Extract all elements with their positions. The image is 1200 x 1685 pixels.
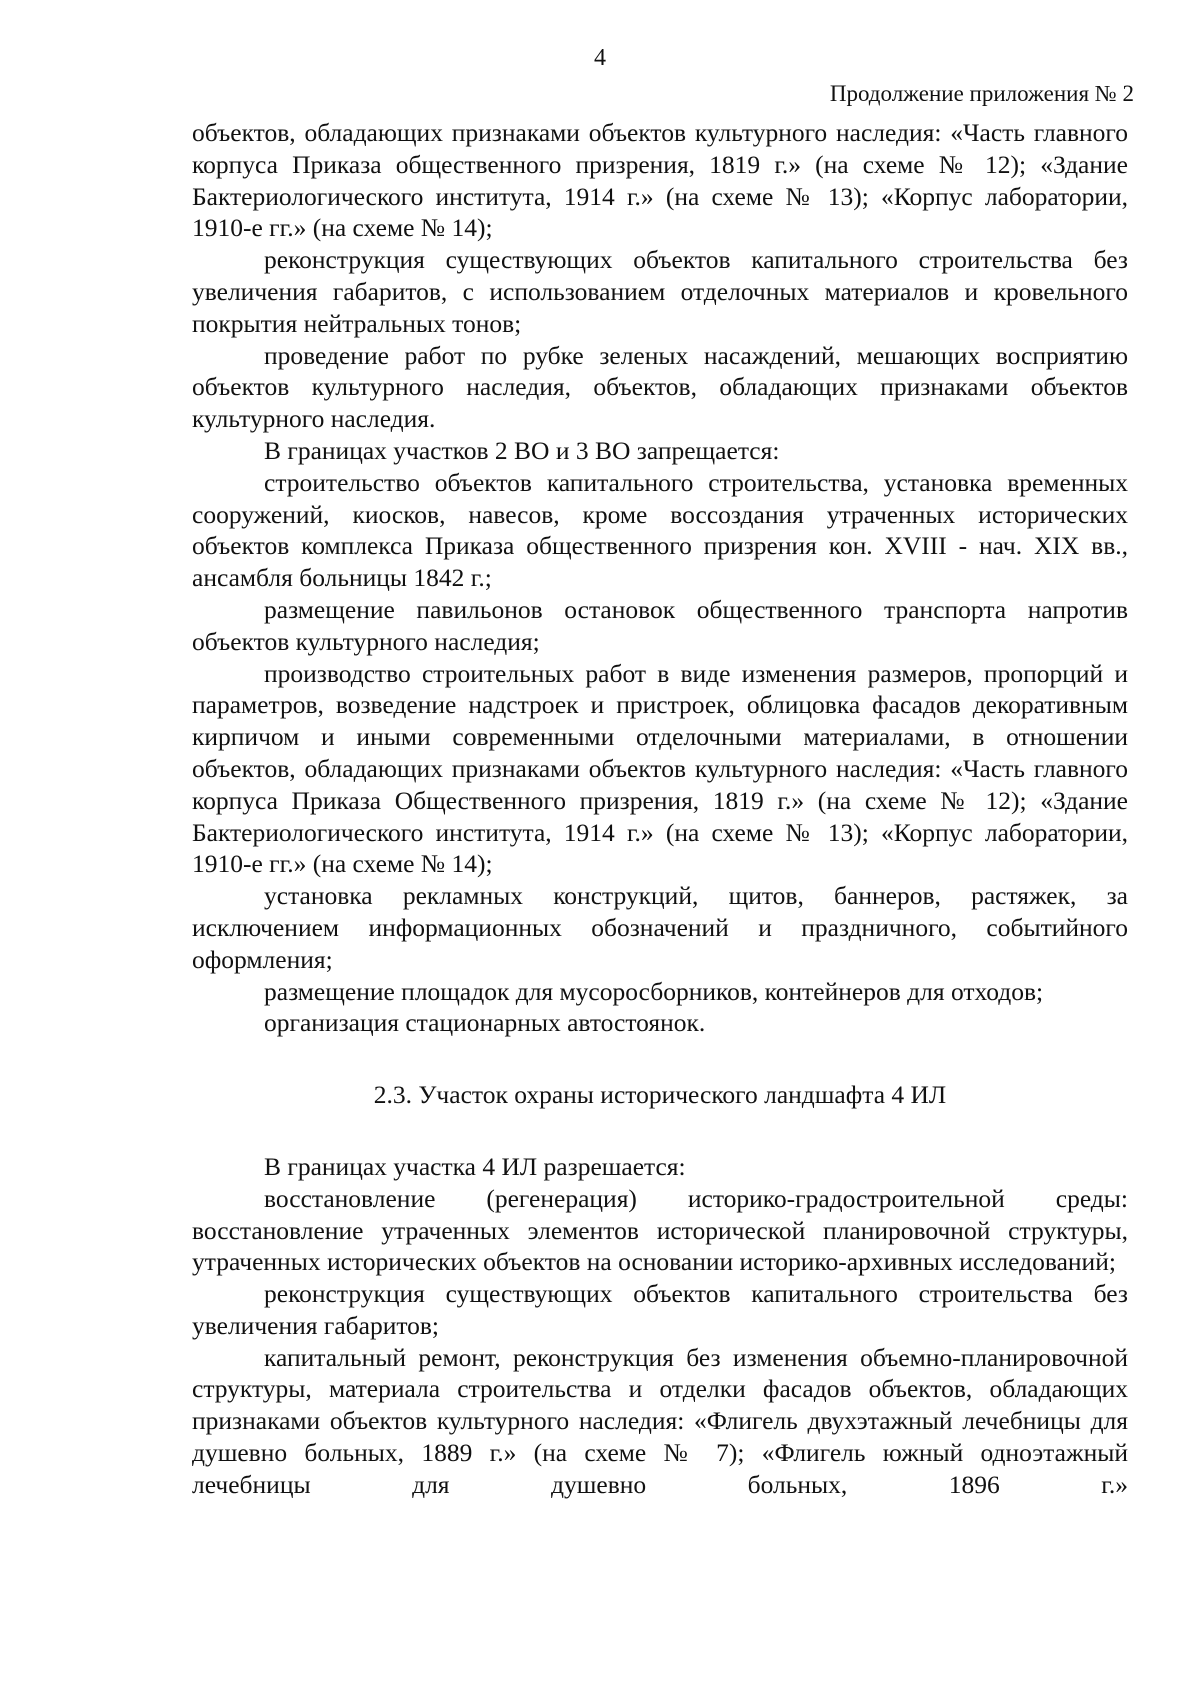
paragraph: установка рекламных конструкций, щитов, баннеров, растяжек, за исключением информационных обозначений и праздничного, событийного оформления; bbox=[192, 881, 1128, 974]
paragraph: размещение павильонов остановок общественного транспорта напротив объектов культурного наследия; bbox=[192, 594, 1128, 656]
section-heading: 2.3. Участок охраны исторического ландшафта 4 ИЛ bbox=[373, 1080, 947, 1110]
paragraph: восстановление (регенерация) историко-градостроительной среды: восстановление утраченных элементов исторической планировочной структуры, утраченных исторических объектов на основании историко-архивных исследований; bbox=[192, 1183, 1128, 1277]
paragraph: строительство объектов капитального строительства, установка временных сооружений, киосков, навесов, кроме воссоздания утраченных исторических объектов комплекса Приказа общественного призрения кон. XVIII - нач. XIX вв., ансамбля больницы 1842 г.; bbox=[192, 467, 1128, 593]
paragraph: организация стационарных автостоянок. bbox=[264, 1008, 706, 1038]
paragraph: В границах участков 2 ВО и 3 ВО запрещается: bbox=[264, 435, 780, 465]
paragraph: объектов, обладающих признаками объектов культурного наследия: «Часть главного корпуса Приказа общественного призрения, 1819 г.» (на схеме № 12); «Здание Бактериологического института, 1914 г.» (на схеме № 13); «Корпус лаборатории, 1910-е гг.» (на схеме № 14); bbox=[192, 118, 1128, 243]
paragraph: реконструкция существующих объектов капитального строительства без увеличения габаритов, с использованием отделочных материалов и кровельного покрытия нейтральных тонов; bbox=[192, 245, 1128, 338]
paragraph: В границах участка 4 ИЛ разрешается: bbox=[264, 1151, 686, 1181]
page-number: 4 bbox=[594, 45, 606, 71]
running-header: Продолжение приложения № 2 bbox=[829, 81, 1134, 106]
paragraph: производство строительных работ в виде изменения размеров, пропорций и параметров, возведение надстроек и пристроек, облицовка фасадов декоративным кирпичом и иными современными отделочными материалами, в отношении объектов, обладающих признаками объектов культурного наследия: «Часть главного корпуса Приказа Общественного призрения, 1819 г.» (на схеме № 12); «Здание Бактериологического института, 1914 г.» (на схеме № 13); «Корпус лаборатории, 1910-е гг.» (на схеме № 14); bbox=[192, 658, 1128, 879]
paragraph: размещение площадок для мусоросборников, контейнеров для отходов; bbox=[264, 976, 1044, 1006]
paragraph: реконструкция существующих объектов капитального строительства без увеличения габаритов; bbox=[192, 1279, 1128, 1340]
document-body bbox=[192, 117, 1128, 1501]
paragraph: капитальный ремонт, реконструкция без изменения объемно-планировочной структуры, материала строительства и отделки фасадов объектов, обладающих признаками объектов культурного наследия: «Флигель двухэтажный лечебницы для душевно больных, 1889 г.» (на схеме № 7); «Флигель южный одноэтажный лечебницы для душевно больных, 1896 г.» bbox=[192, 1342, 1128, 1499]
paragraph: проведение работ по рубке зеленых насаждений, мешающих восприятию объектов культурного наследия, объектов, обладающих признаками объектов культурного наследия. bbox=[192, 340, 1128, 434]
